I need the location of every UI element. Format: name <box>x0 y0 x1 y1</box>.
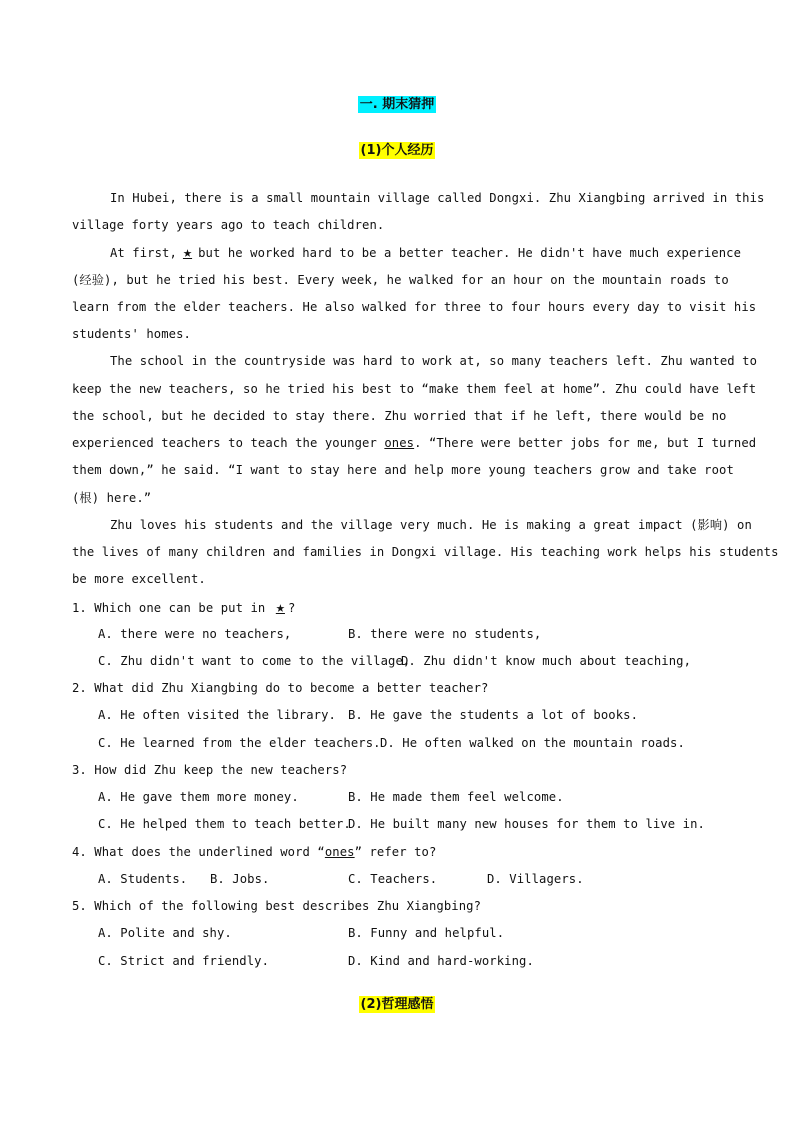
passage-line: In Hubei, there is a small mountain village called Dongxi. Zhu Xiangbing arrived in this <box>110 191 765 205</box>
option-c[interactable]: C. Zhu didn't want to come to the village, <box>98 654 411 668</box>
section-heading-1: (1)个人经历 <box>360 143 434 158</box>
option-d[interactable]: D. Villagers. <box>487 872 584 886</box>
passage-line: village forty years ago to teach children. <box>72 218 385 232</box>
option-a[interactable]: A. He gave them more money. <box>98 790 299 804</box>
passage-line: (根) here.” <box>72 491 152 505</box>
passage-line: The school in the countryside was hard to work at, so many teachers left. Zhu wanted to <box>110 354 758 368</box>
passage-line: be more excellent. <box>72 572 206 586</box>
option-c[interactable]: C. He helped them to teach better. <box>98 817 351 831</box>
option-b[interactable]: B. He made them feel welcome. <box>348 790 564 804</box>
section-heading-2: (2)哲理感悟 <box>360 997 434 1012</box>
passage-line: students' homes. <box>72 327 191 341</box>
passage-line: (经验), but he tried his best. Every week, he walked for an hour on the mountain roads to <box>72 273 729 287</box>
passage-line: keep the new teachers, so he tried his best to “make them feel at home”. Zhu could have left <box>72 382 757 396</box>
option-a[interactable]: A. Polite and shy. <box>98 926 232 940</box>
passage-line: them down,” he said. “I want to stay here and help more young teachers grow and take root <box>72 463 734 477</box>
question-1-stem: 1. Which one can be put in ★ ? <box>72 598 296 616</box>
passage-line: the school, but he decided to stay there. Zhu worried that if he left, there would be no <box>72 409 727 423</box>
passage-line: Zhu loves his students and the village very much. He is making a great impact (影响) on <box>110 518 752 532</box>
question-3-stem: 3. How did Zhu keep the new teachers? <box>72 763 348 777</box>
question-4-stem: 4. What does the underlined word “ones” refer to? <box>72 845 437 859</box>
option-b[interactable]: B. Funny and helpful. <box>348 926 505 940</box>
blank-star: ★ <box>182 243 193 261</box>
option-d[interactable]: D. Zhu didn't know much about teaching, <box>401 654 692 668</box>
question-5-stem: 5. Which of the following best describes Zhu Xiangbing? <box>72 899 482 913</box>
underlined-word-ones: ones <box>384 436 415 450</box>
option-a[interactable]: A. He often visited the library. <box>98 708 336 722</box>
option-a[interactable]: A. Students. <box>98 872 188 886</box>
question-2-stem: 2. What did Zhu Xiangbing do to become a better teacher? <box>72 681 489 695</box>
option-d[interactable]: D. He often walked on the mountain roads. <box>380 736 685 750</box>
option-c[interactable]: C. Strict and friendly. <box>98 954 270 968</box>
underlined-word-ones: ones <box>324 845 355 859</box>
blank-star: ★ <box>275 598 285 616</box>
option-b[interactable]: B. He gave the students a lot of books. <box>348 708 639 722</box>
main-heading: 一. 期末猜押 <box>359 97 435 112</box>
option-c[interactable]: C. He learned from the elder teachers. <box>98 736 381 750</box>
passage-line: the lives of many children and families in Dongxi village. His teaching work helps his students <box>72 545 779 559</box>
option-d[interactable]: D. He built many new houses for them to live in. <box>348 817 705 831</box>
option-b[interactable]: B. Jobs. <box>210 872 270 886</box>
passage-line: learn from the elder teachers. He also walked for three to four hours every day to visit his <box>72 300 757 314</box>
passage-line: At first, ★ but he worked hard to be a better teacher. He didn't have much experience <box>110 243 742 261</box>
option-a[interactable]: A. there were no teachers, <box>98 627 292 641</box>
passage-line: experienced teachers to teach the younger ones. “There were better jobs for me, but I turned <box>72 436 757 450</box>
option-b[interactable]: B. there were no students, <box>348 627 542 641</box>
option-c[interactable]: C. Teachers. <box>348 872 438 886</box>
option-d[interactable]: D. Kind and hard-working. <box>348 954 534 968</box>
